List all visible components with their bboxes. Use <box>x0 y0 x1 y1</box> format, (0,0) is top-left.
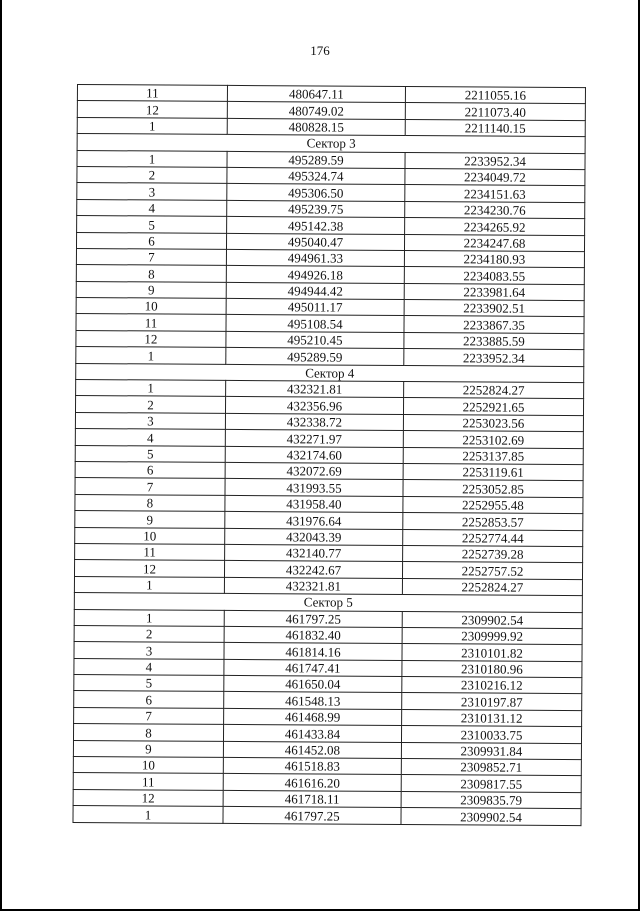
point-number-cell: 10 <box>76 298 226 315</box>
sector-title: Сектор 3 <box>77 134 585 153</box>
x-coordinate-cell: 495239.75 <box>227 200 405 217</box>
point-number-cell: 11 <box>77 85 227 102</box>
y-coordinate-cell: 2234247.68 <box>404 234 584 251</box>
point-number-cell: 7 <box>74 707 224 724</box>
point-number-cell: 3 <box>77 183 227 200</box>
point-number-cell: 4 <box>75 429 225 446</box>
y-coordinate-cell: 2252853.57 <box>403 513 583 530</box>
y-coordinate-cell: 2253052.85 <box>403 480 583 497</box>
y-coordinate-cell: 2252921.65 <box>403 398 583 415</box>
y-coordinate-cell: 2310216.12 <box>402 677 582 694</box>
point-number-cell: 4 <box>74 658 224 675</box>
point-number-cell: 1 <box>74 609 224 626</box>
y-coordinate-cell: 2252955.48 <box>403 496 583 513</box>
y-coordinate-cell: 2234049.72 <box>405 168 585 185</box>
x-coordinate-cell: 461747.41 <box>224 659 402 676</box>
x-coordinate-cell: 432271.97 <box>225 430 403 447</box>
x-coordinate-cell: 432242.67 <box>224 561 402 578</box>
point-number-cell: 2 <box>77 166 227 183</box>
point-number-cell: 8 <box>75 494 225 511</box>
y-coordinate-cell: 2309817.55 <box>401 775 581 792</box>
y-coordinate-cell: 2211140.15 <box>405 119 585 136</box>
point-number-cell: 11 <box>76 314 226 331</box>
x-coordinate-cell: 495040.47 <box>226 233 404 250</box>
y-coordinate-cell: 2309931.84 <box>401 742 581 759</box>
y-coordinate-cell: 2310101.82 <box>402 644 582 661</box>
y-coordinate-cell: 2233952.34 <box>404 349 584 366</box>
x-coordinate-cell: 461616.20 <box>223 774 401 791</box>
x-coordinate-cell: 431993.55 <box>225 479 403 496</box>
point-number-cell: 3 <box>74 642 224 659</box>
sector-title: Сектор 4 <box>76 363 584 382</box>
y-coordinate-cell: 2309902.54 <box>401 808 581 825</box>
point-number-cell: 7 <box>75 478 225 495</box>
point-number-cell: 11 <box>73 773 223 790</box>
y-coordinate-cell: 2310033.75 <box>401 726 581 743</box>
coordinates-table-body <box>73 85 585 826</box>
x-coordinate-cell: 432174.60 <box>225 446 403 463</box>
point-number-cell: 9 <box>75 511 225 528</box>
point-number-cell: 5 <box>77 216 227 233</box>
x-coordinate-cell: 494961.33 <box>226 249 404 266</box>
x-coordinate-cell: 495289.59 <box>227 151 405 168</box>
y-coordinate-cell: 2252757.52 <box>402 562 582 579</box>
y-coordinate-cell: 2234151.63 <box>405 185 585 202</box>
y-coordinate-cell: 2309999.92 <box>402 627 582 644</box>
x-coordinate-cell: 495108.54 <box>226 315 404 332</box>
y-coordinate-cell: 2234265.92 <box>405 218 585 235</box>
point-number-cell: 1 <box>76 380 226 397</box>
point-number-cell: 2 <box>75 396 225 413</box>
x-coordinate-cell: 431958.40 <box>225 495 403 512</box>
point-number-cell: 12 <box>76 330 226 347</box>
y-coordinate-cell: 2309902.54 <box>402 611 582 628</box>
x-coordinate-cell: 495306.50 <box>227 184 405 201</box>
point-number-cell: 9 <box>76 281 226 298</box>
y-coordinate-cell: 2234230.76 <box>405 201 585 218</box>
point-number-cell: 8 <box>73 724 223 741</box>
y-coordinate-cell: 2233867.35 <box>404 316 584 333</box>
x-coordinate-cell: 495289.59 <box>226 348 404 365</box>
y-coordinate-cell: 2310131.12 <box>402 709 582 726</box>
x-coordinate-cell: 432321.81 <box>226 380 404 397</box>
x-coordinate-cell: 495011.17 <box>226 298 404 315</box>
y-coordinate-cell: 2234180.93 <box>404 250 584 267</box>
point-number-cell: 9 <box>73 740 223 757</box>
x-coordinate-cell: 431976.64 <box>225 512 403 529</box>
y-coordinate-cell: 2211055.16 <box>405 87 585 104</box>
point-number-cell: 1 <box>77 117 227 134</box>
x-coordinate-cell: 461548.13 <box>224 692 402 709</box>
y-coordinate-cell: 2234083.55 <box>404 267 584 284</box>
y-coordinate-cell: 2233902.51 <box>404 300 584 317</box>
x-coordinate-cell: 461718.11 <box>223 790 401 807</box>
x-coordinate-cell: 461797.25 <box>223 807 401 824</box>
x-coordinate-cell: 432356.96 <box>225 397 403 414</box>
x-coordinate-cell: 432321.81 <box>224 577 402 594</box>
x-coordinate-cell: 461433.84 <box>223 725 401 742</box>
point-number-cell: 12 <box>77 101 227 118</box>
x-coordinate-cell: 480749.02 <box>227 102 405 119</box>
point-number-cell: 10 <box>73 757 223 774</box>
y-coordinate-cell: 2310180.96 <box>402 660 582 677</box>
point-number-cell: 12 <box>73 789 223 806</box>
page-number: 176 <box>310 43 330 58</box>
x-coordinate-cell: 495142.38 <box>227 217 405 234</box>
y-coordinate-cell: 2252824.27 <box>402 578 582 595</box>
y-coordinate-cell: 2252824.27 <box>404 382 584 399</box>
point-number-cell: 8 <box>76 265 226 282</box>
scan-edge-left <box>0 0 2 911</box>
y-coordinate-cell: 2253102.69 <box>403 431 583 448</box>
y-coordinate-cell: 2309852.71 <box>401 759 581 776</box>
y-coordinate-cell: 2233885.59 <box>404 332 584 349</box>
point-number-cell: 12 <box>74 560 224 577</box>
x-coordinate-cell: 432043.39 <box>225 528 403 545</box>
point-number-cell: 1 <box>73 806 223 823</box>
x-coordinate-cell: 432140.77 <box>225 544 403 561</box>
y-coordinate-cell: 2310197.87 <box>402 693 582 710</box>
x-coordinate-cell: 495324.74 <box>227 167 405 184</box>
point-number-cell: 4 <box>77 199 227 216</box>
y-coordinate-cell: 2233981.64 <box>404 283 584 300</box>
x-coordinate-cell: 461518.83 <box>223 757 401 774</box>
x-coordinate-cell: 461814.16 <box>224 643 402 660</box>
x-coordinate-cell: 432072.69 <box>225 462 403 479</box>
x-coordinate-cell: 461797.25 <box>224 610 402 627</box>
y-coordinate-cell: 2253023.56 <box>403 414 583 431</box>
point-number-cell: 11 <box>75 543 225 560</box>
point-number-cell: 1 <box>74 576 224 593</box>
x-coordinate-cell: 480647.11 <box>227 85 405 102</box>
y-coordinate-cell: 2253119.61 <box>403 463 583 480</box>
point-number-cell: 1 <box>77 150 227 167</box>
x-coordinate-cell: 461832.40 <box>224 626 402 643</box>
x-coordinate-cell: 461468.99 <box>224 708 402 725</box>
point-number-cell: 6 <box>74 691 224 708</box>
point-number-cell: 1 <box>76 347 226 364</box>
point-number-cell: 10 <box>75 527 225 544</box>
sector-title: Сектор 5 <box>74 593 582 612</box>
y-coordinate-cell: 2252774.44 <box>403 529 583 546</box>
x-coordinate-cell: 480828.15 <box>227 118 405 135</box>
point-number-cell: 2 <box>74 625 224 642</box>
y-coordinate-cell: 2252739.28 <box>403 545 583 562</box>
point-number-cell: 3 <box>75 412 225 429</box>
x-coordinate-cell: 494944.42 <box>226 282 404 299</box>
table-row <box>73 806 581 825</box>
x-coordinate-cell: 494926.18 <box>226 266 404 283</box>
y-coordinate-cell: 2211073.40 <box>405 103 585 120</box>
point-number-cell: 7 <box>76 248 226 265</box>
y-coordinate-cell: 2233952.34 <box>405 152 585 169</box>
y-coordinate-cell: 2253137.85 <box>403 447 583 464</box>
y-coordinate-cell: 2309835.79 <box>401 791 581 808</box>
coordinates-table <box>72 84 586 826</box>
point-number-cell: 5 <box>74 675 224 692</box>
x-coordinate-cell: 495210.45 <box>226 331 404 348</box>
point-number-cell: 5 <box>75 445 225 462</box>
point-number-cell: 6 <box>75 461 225 478</box>
x-coordinate-cell: 461452.08 <box>223 741 401 758</box>
x-coordinate-cell: 432338.72 <box>225 413 403 430</box>
point-number-cell: 6 <box>76 232 226 249</box>
x-coordinate-cell: 461650.04 <box>224 675 402 692</box>
